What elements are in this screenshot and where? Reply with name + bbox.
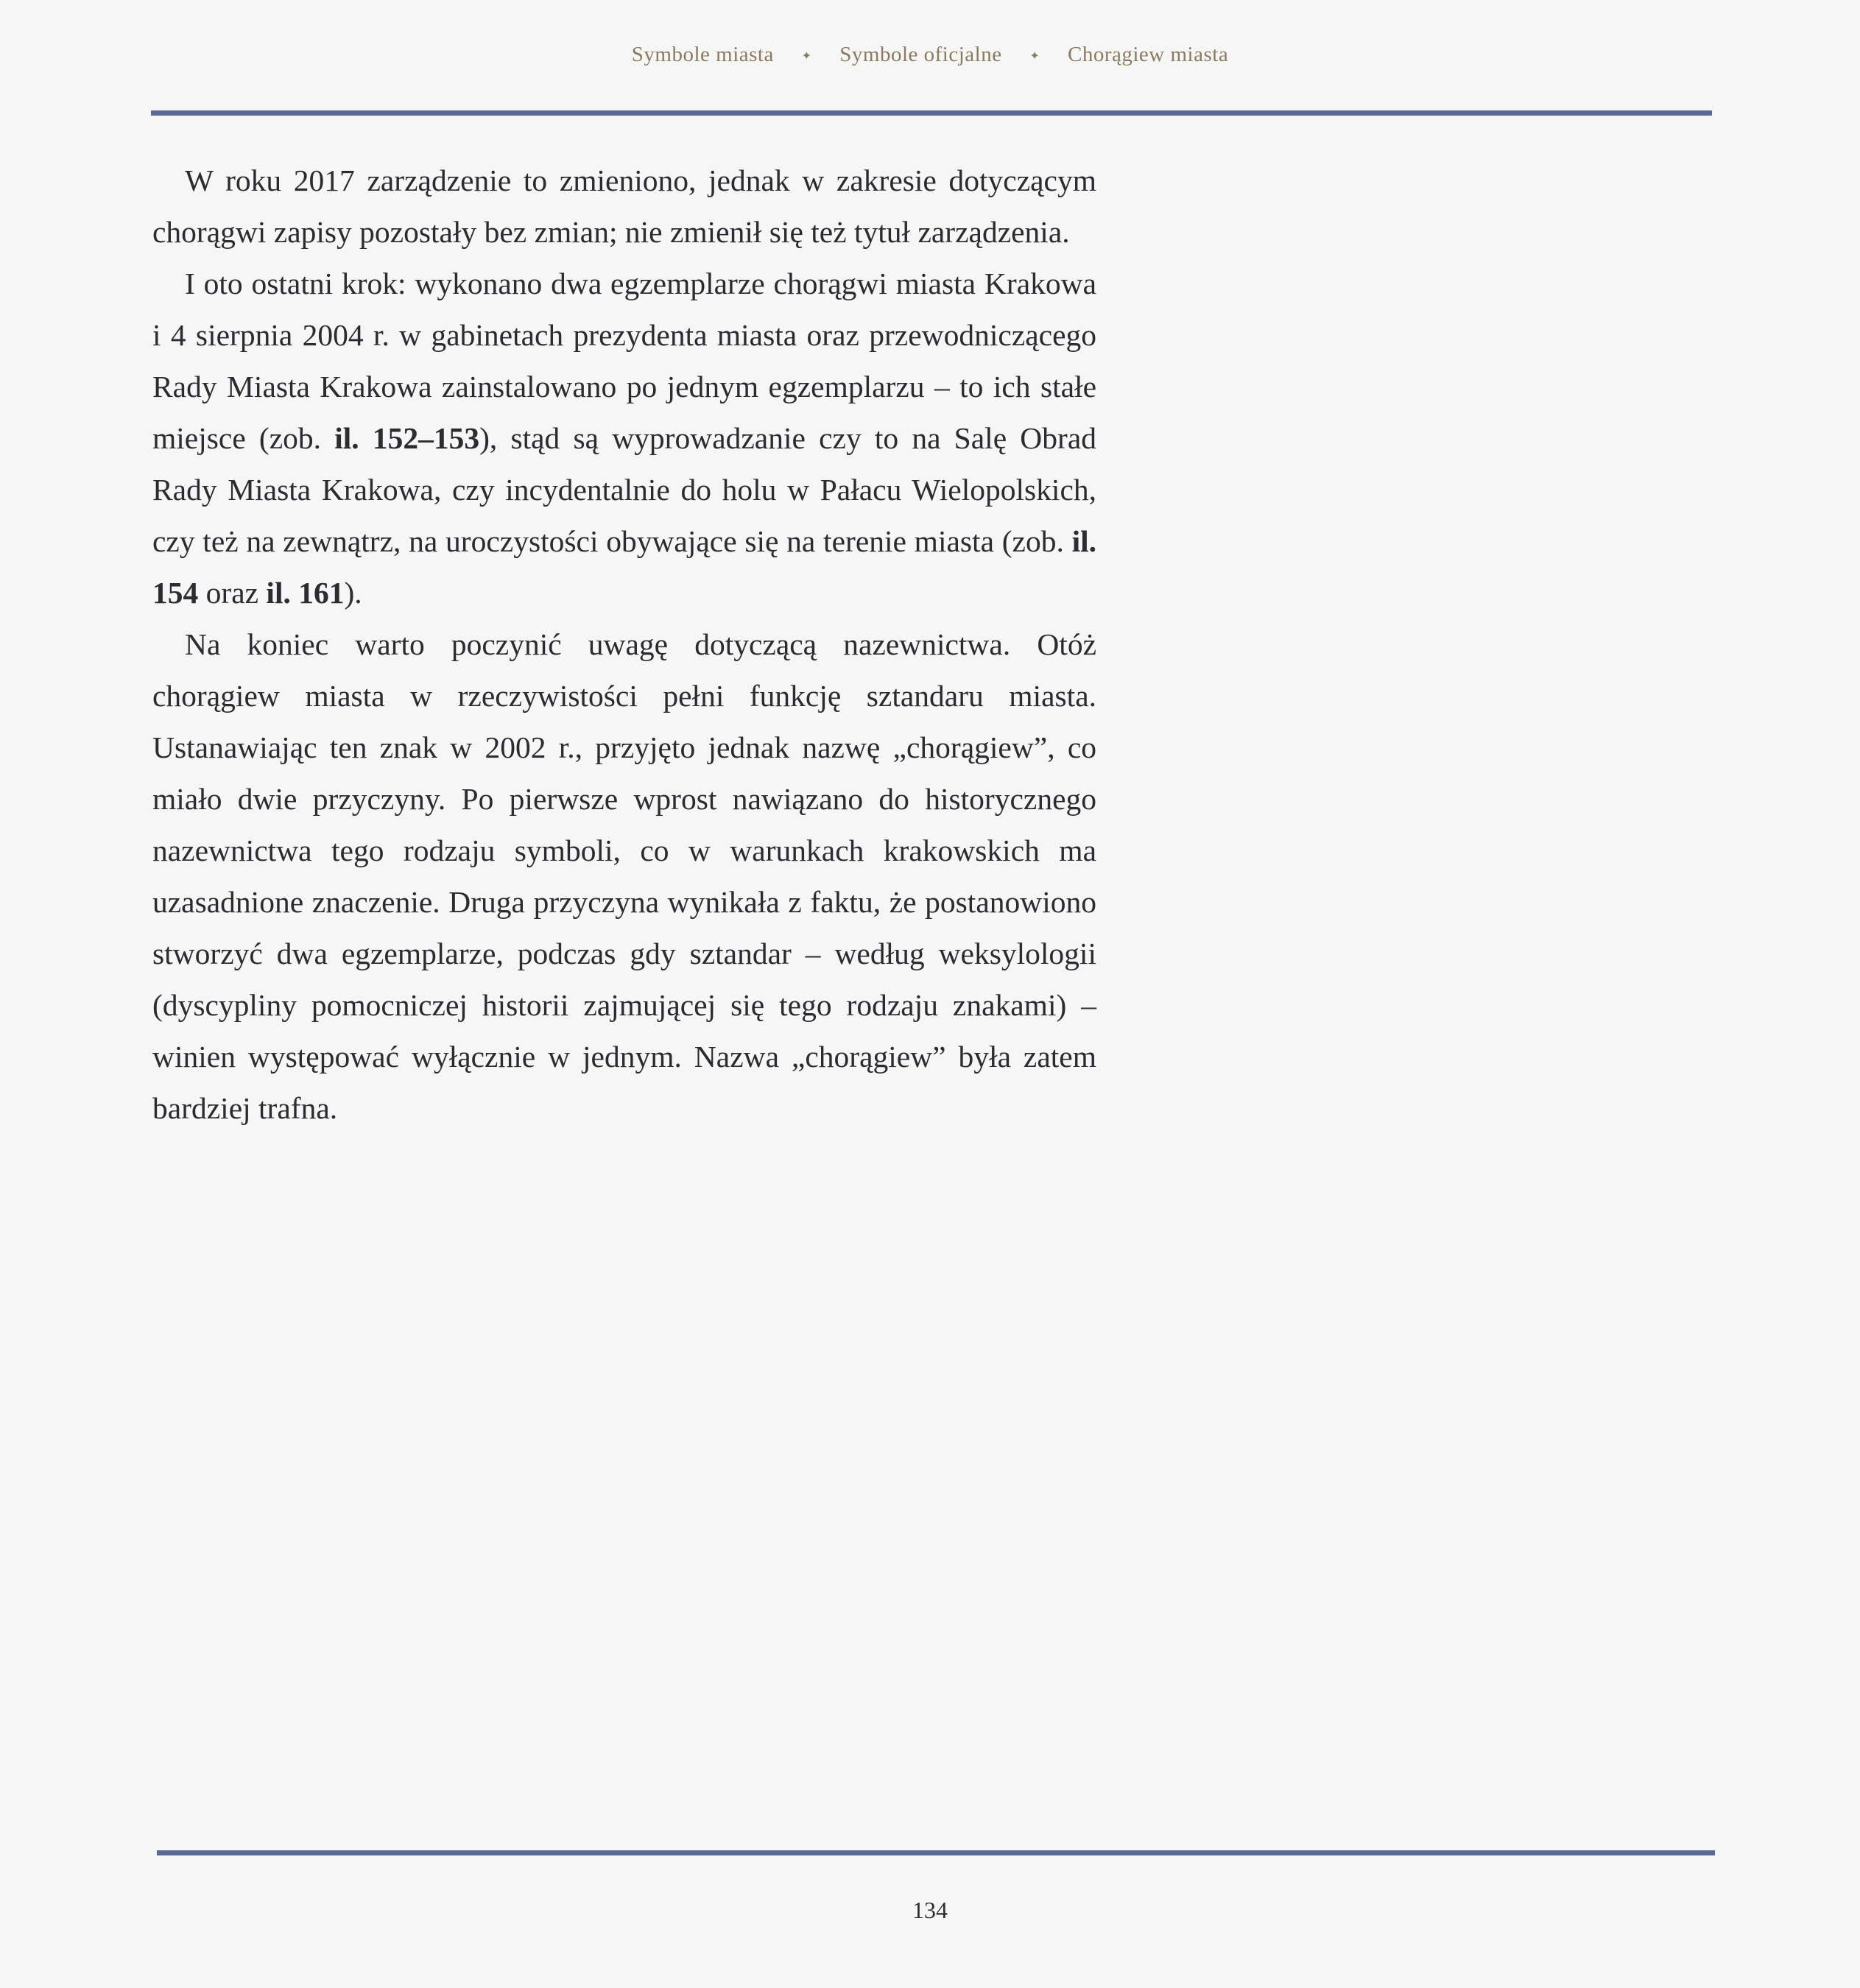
paragraph: W roku 2017 zarządzenie to zmieniono, jednak w zakresie dotyczącym chorągwi zapisy pozostały bez zmian; nie zmienił się też tytuł zarządzenia. bbox=[152, 163, 1096, 249]
paragraph-text: oraz bbox=[198, 576, 267, 610]
bottom-rule bbox=[157, 1850, 1715, 1855]
header-separator-icon: ✦ bbox=[801, 50, 812, 63]
header-subsection: Symbole oficjalne bbox=[839, 43, 1002, 66]
illustration-reference: il. 152–153 bbox=[334, 421, 480, 455]
illustration-reference: il. 154 bbox=[152, 524, 1096, 610]
top-rule bbox=[151, 110, 1712, 116]
header-topic: Chorągiew miasta bbox=[1068, 43, 1229, 66]
paragraph: Na koniec warto poczynić uwagę dotyczącą nazewnictwa. Otóż chorągiew miasta w rzeczywistości pełni funkcję sztandaru miasta. Ustanawiając ten znak w 2002 r., przyjęto jednak nazwę „chorągiew”, co miało dwie przyczyny. Po pierwsze wprost nawiązano do historycznego nazewnictwa tego rodzaju symboli, co w warunkach krakowskich ma uzasadnione znaczenie. Druga przyczyna wynikała z faktu, że postanowiono stworzyć dwa egzemplarze, podczas gdy sztandar – według weksylologii (dyscypliny pomocniczej historii zajmującej się tego rodzaju znakami) – winien występować wyłącznie w jednym. Nazwa „chorągiew” była zatem bardziej trafna. bbox=[152, 627, 1096, 1125]
header-separator-icon: ✦ bbox=[1029, 50, 1040, 63]
header-section: Symbole miasta bbox=[631, 43, 774, 66]
page-number: 134 bbox=[912, 1897, 948, 1923]
body-text bbox=[152, 155, 1096, 1134]
paragraph-text: I oto ostatni krok: wykonano dwa egzemplarze chorągwi miasta Krakowa i 4 sierpnia 2004 r. w gabinetach prezydenta miasta oraz przewodniczącego Rady Miasta Krakowa zainstalowano po jednym egzemplarzu – to ich stałe miejsce (zob. bbox=[152, 267, 1096, 455]
illustration-reference: il. 161 bbox=[266, 576, 345, 610]
paragraph-text: ). bbox=[344, 576, 362, 610]
running-header bbox=[0, 43, 1860, 67]
paragraph-text: ), stąd są wyprowadzanie czy to na Salę Obrad Rady Miasta Krakowa, czy incydentalnie do holu w Pałacu Wielopolskich, czy też na zewnątrz, na uroczystości obywające się na terenie miasta (zob. bbox=[152, 421, 1096, 558]
paragraph bbox=[152, 258, 1096, 618]
